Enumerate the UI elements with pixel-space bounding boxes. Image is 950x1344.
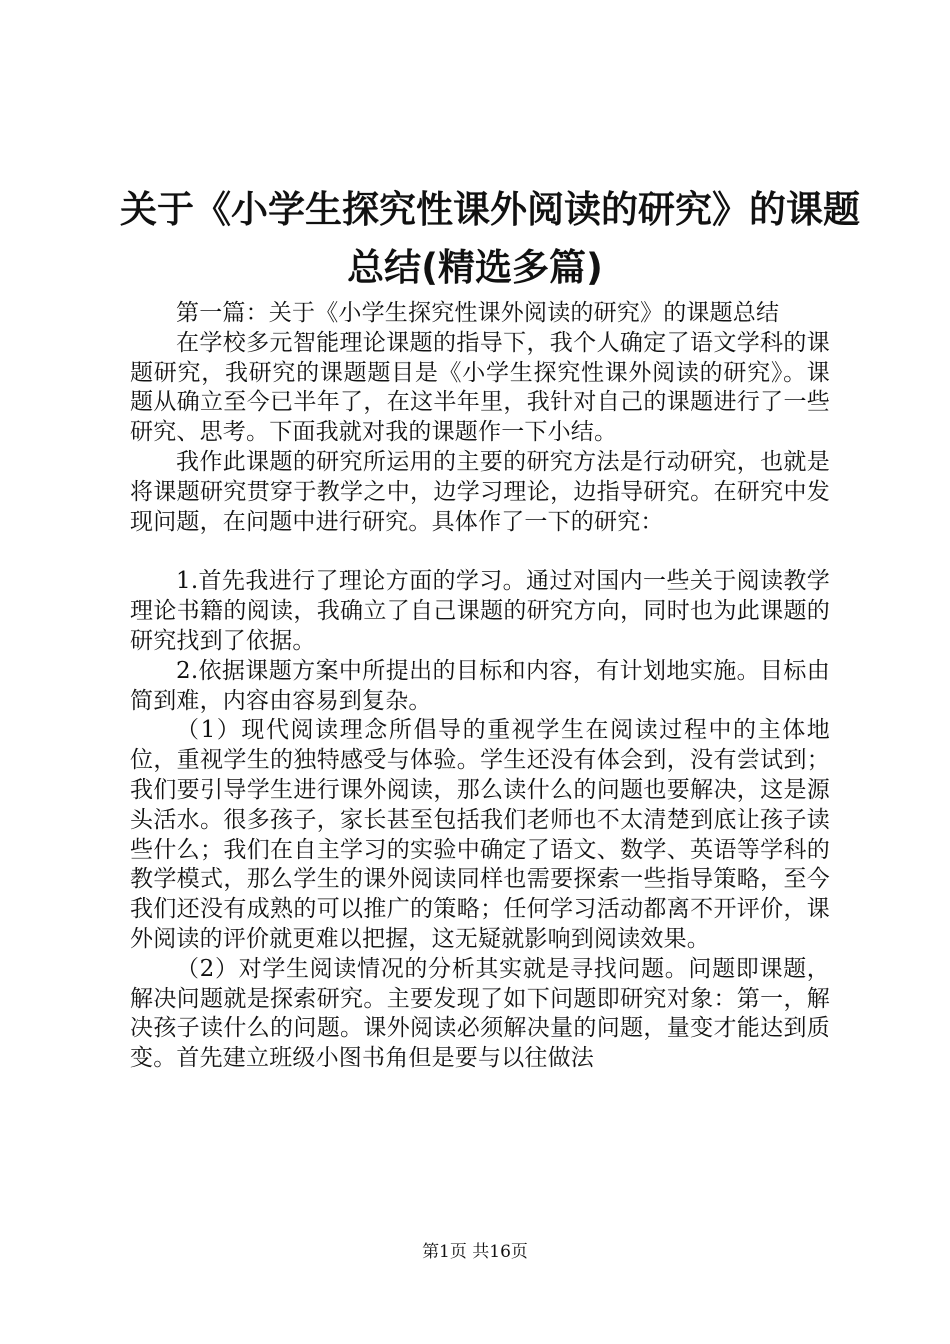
body-paragraph: （2）对学生阅读情况的分析其实就是寻找问题。问题即课题，解决问题就是探索研究。主要发现了如下问题即研究对象：第一，解决孩子读什么的问题。课外阅读必须解决量的问题，量变才能达到质变。首先建立班级小图书角但是要与以往做法 [130,955,830,1072]
section-heading: 第一篇：关于《小学生探究性课外阅读的研究》的课题总结 [176,300,780,326]
body-paragraph: （1）现代阅读理念所倡导的重视学生在阅读过程中的主体地位，重视学生的独特感受与体验。学生还没有体会到，没有尝试到；我们要引导学生进行课外阅读，那么读什么的问题也要解决，这是源头活水。很多孩子，家长甚至包括我们老师也不太清楚到底让孩子读些什么；我们在自主学习的实验中确定了语文、数学、英语等学科的教学模式，那么学生的课外阅读同样也需要探索一些指导策略，至今我们还没有成熟的可以推广的策略；任何学习活动都离不开评价，课外阅读的评价就更难以把握，这无疑就影响到阅读效果。 [130,717,830,952]
document-title-line-1: 关于《小学生探究性课外阅读的研究》的课题 [120,188,860,231]
body-paragraph: 2.依据课题方案中所提出的目标和内容，有计划地实施。目标由简到难，内容由容易到复杂。 [130,657,830,714]
body-paragraph: 我作此课题的研究所运用的主要的研究方法是行动研究，也就是将课题研究贯穿于教学之中，边学习理论，边指导研究。在研究中发现问题，在问题中进行研究。具体作了一下的研究： [130,448,830,535]
document-title-line-2: 总结(精选多篇) [347,246,603,289]
document-body [130,299,830,1074]
page-number-footer: 第1页 共16页 [422,1242,528,1262]
body-paragraph: 在学校多元智能理论课题的指导下，我个人确定了语文学科的课题研究，我研究的课题题目是《小学生探究性课外阅读的研究》。课题从确立至今已半年了，在这半年里，我针对自己的课题进行了一些研究、思考。下面我就对我的课题作一下小结。 [130,329,830,446]
body-paragraph: 1.首先我进行了理论方面的学习。通过对国内一些关于阅读教学理论书籍的阅读，我确立了自己课题的研究方向，同时也为此课题的研究找到了依据。 [130,568,830,654]
